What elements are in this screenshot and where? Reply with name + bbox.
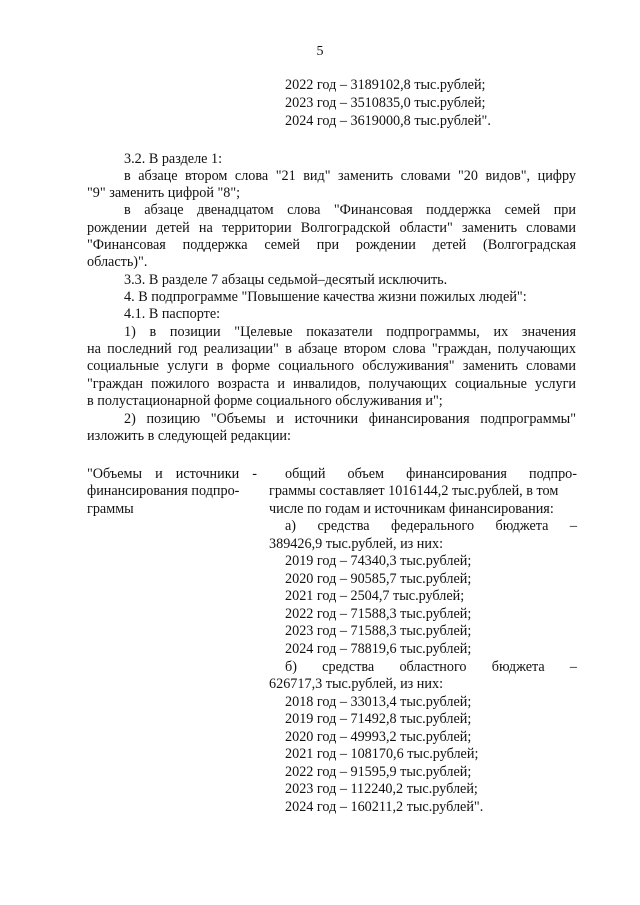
page-number: 5: [316, 44, 324, 59]
right-column-line: 626717,3 тыс.рублей, из них:: [269, 676, 444, 692]
left-column-line: "Объемы и источники -: [87, 466, 257, 482]
paragraph-line: рождении детей на территории Волгоградской области" заменить словами: [87, 220, 576, 236]
year-line: 2022 год – 91595,9 тыс.рублей;: [285, 764, 472, 780]
paragraph-line: "Финансовая поддержка семей при рождении детей (Волгоградская: [87, 237, 576, 253]
year-line: 2021 год – 2504,7 тыс.рублей;: [285, 588, 465, 604]
paragraph-line: 3.2. В разделе 1:: [124, 151, 223, 167]
paragraph-line: 2) позицию "Объемы и источники финансирования подпрограммы": [124, 411, 576, 427]
left-column-line: финансирования подпро-: [87, 483, 240, 499]
right-column-line: б) средства областного бюджета –: [285, 659, 577, 675]
paragraph-line: в абзаце втором слова "21 вид" заменить словами "20 видов", цифру: [124, 168, 576, 184]
paragraph-line: в абзаце двенадцатом слова "Финансовая поддержка семей при: [124, 202, 576, 218]
paragraph-line: 4.1. В паспорте:: [124, 306, 221, 322]
paragraph-line: на последний год реализации" в абзаце втором слова "граждан, получающих: [87, 341, 576, 357]
paragraph-line: 4. В подпрограмме "Повышение качества жизни пожилых людей":: [124, 289, 527, 305]
year-line: 2022 год – 71588,3 тыс.рублей;: [285, 606, 472, 622]
paragraph-line: социальные услуги в форме социального обслуживания" заменить словами: [87, 358, 576, 374]
right-column-line: граммы составляет 1016144,2 тыс.рублей, в том: [269, 483, 559, 499]
year-line: 2018 год – 33013,4 тыс.рублей;: [285, 694, 472, 710]
paragraph-line: "9" заменить цифрой "8";: [87, 185, 241, 201]
right-column-line: числе по годам и источникам финансирования:: [269, 501, 554, 517]
year-line: 2020 год – 49993,2 тыс.рублей;: [285, 729, 472, 745]
year-line: 2019 год – 74340,3 тыс.рублей;: [285, 553, 472, 569]
year-line: 2024 год – 160211,2 тыс.рублей".: [285, 799, 484, 815]
year-line: 2024 год – 3619000,8 тыс.рублей".: [285, 113, 491, 129]
year-line: 2023 год – 112240,2 тыс.рублей;: [285, 781, 478, 797]
year-line: 2022 год – 3189102,8 тыс.рублей;: [285, 77, 486, 93]
right-column-line: а) средства федерального бюджета –: [285, 518, 577, 534]
right-column-line: 389426,9 тыс.рублей, из них:: [269, 536, 444, 552]
paragraph-line: в полустационарной форме социального обслуживания и";: [87, 393, 443, 409]
year-line: 2023 год – 71588,3 тыс.рублей;: [285, 623, 472, 639]
left-column-line: граммы: [87, 501, 134, 517]
paragraph-line: "граждан пожилого возраста и инвалидов, получающих социальные услуги: [87, 376, 576, 392]
paragraph-line: область)".: [87, 254, 148, 270]
year-line: 2023 год – 3510835,0 тыс.рублей;: [285, 95, 486, 111]
year-line: 2020 год – 90585,7 тыс.рублей;: [285, 571, 472, 587]
paragraph-line: изложить в следующей редакции:: [87, 428, 291, 444]
paragraph-line: 3.3. В разделе 7 абзацы седьмой–десятый исключить.: [124, 272, 448, 288]
year-line: 2021 год – 108170,6 тыс.рублей;: [285, 746, 479, 762]
year-line: 2024 год – 78819,6 тыс.рублей;: [285, 641, 472, 657]
right-column-line: общий объем финансирования подпро-: [285, 466, 577, 482]
paragraph-line: 1) в позиции "Целевые показатели подпрограммы, их значения: [124, 324, 576, 340]
year-line: 2019 год – 71492,8 тыс.рублей;: [285, 711, 472, 727]
